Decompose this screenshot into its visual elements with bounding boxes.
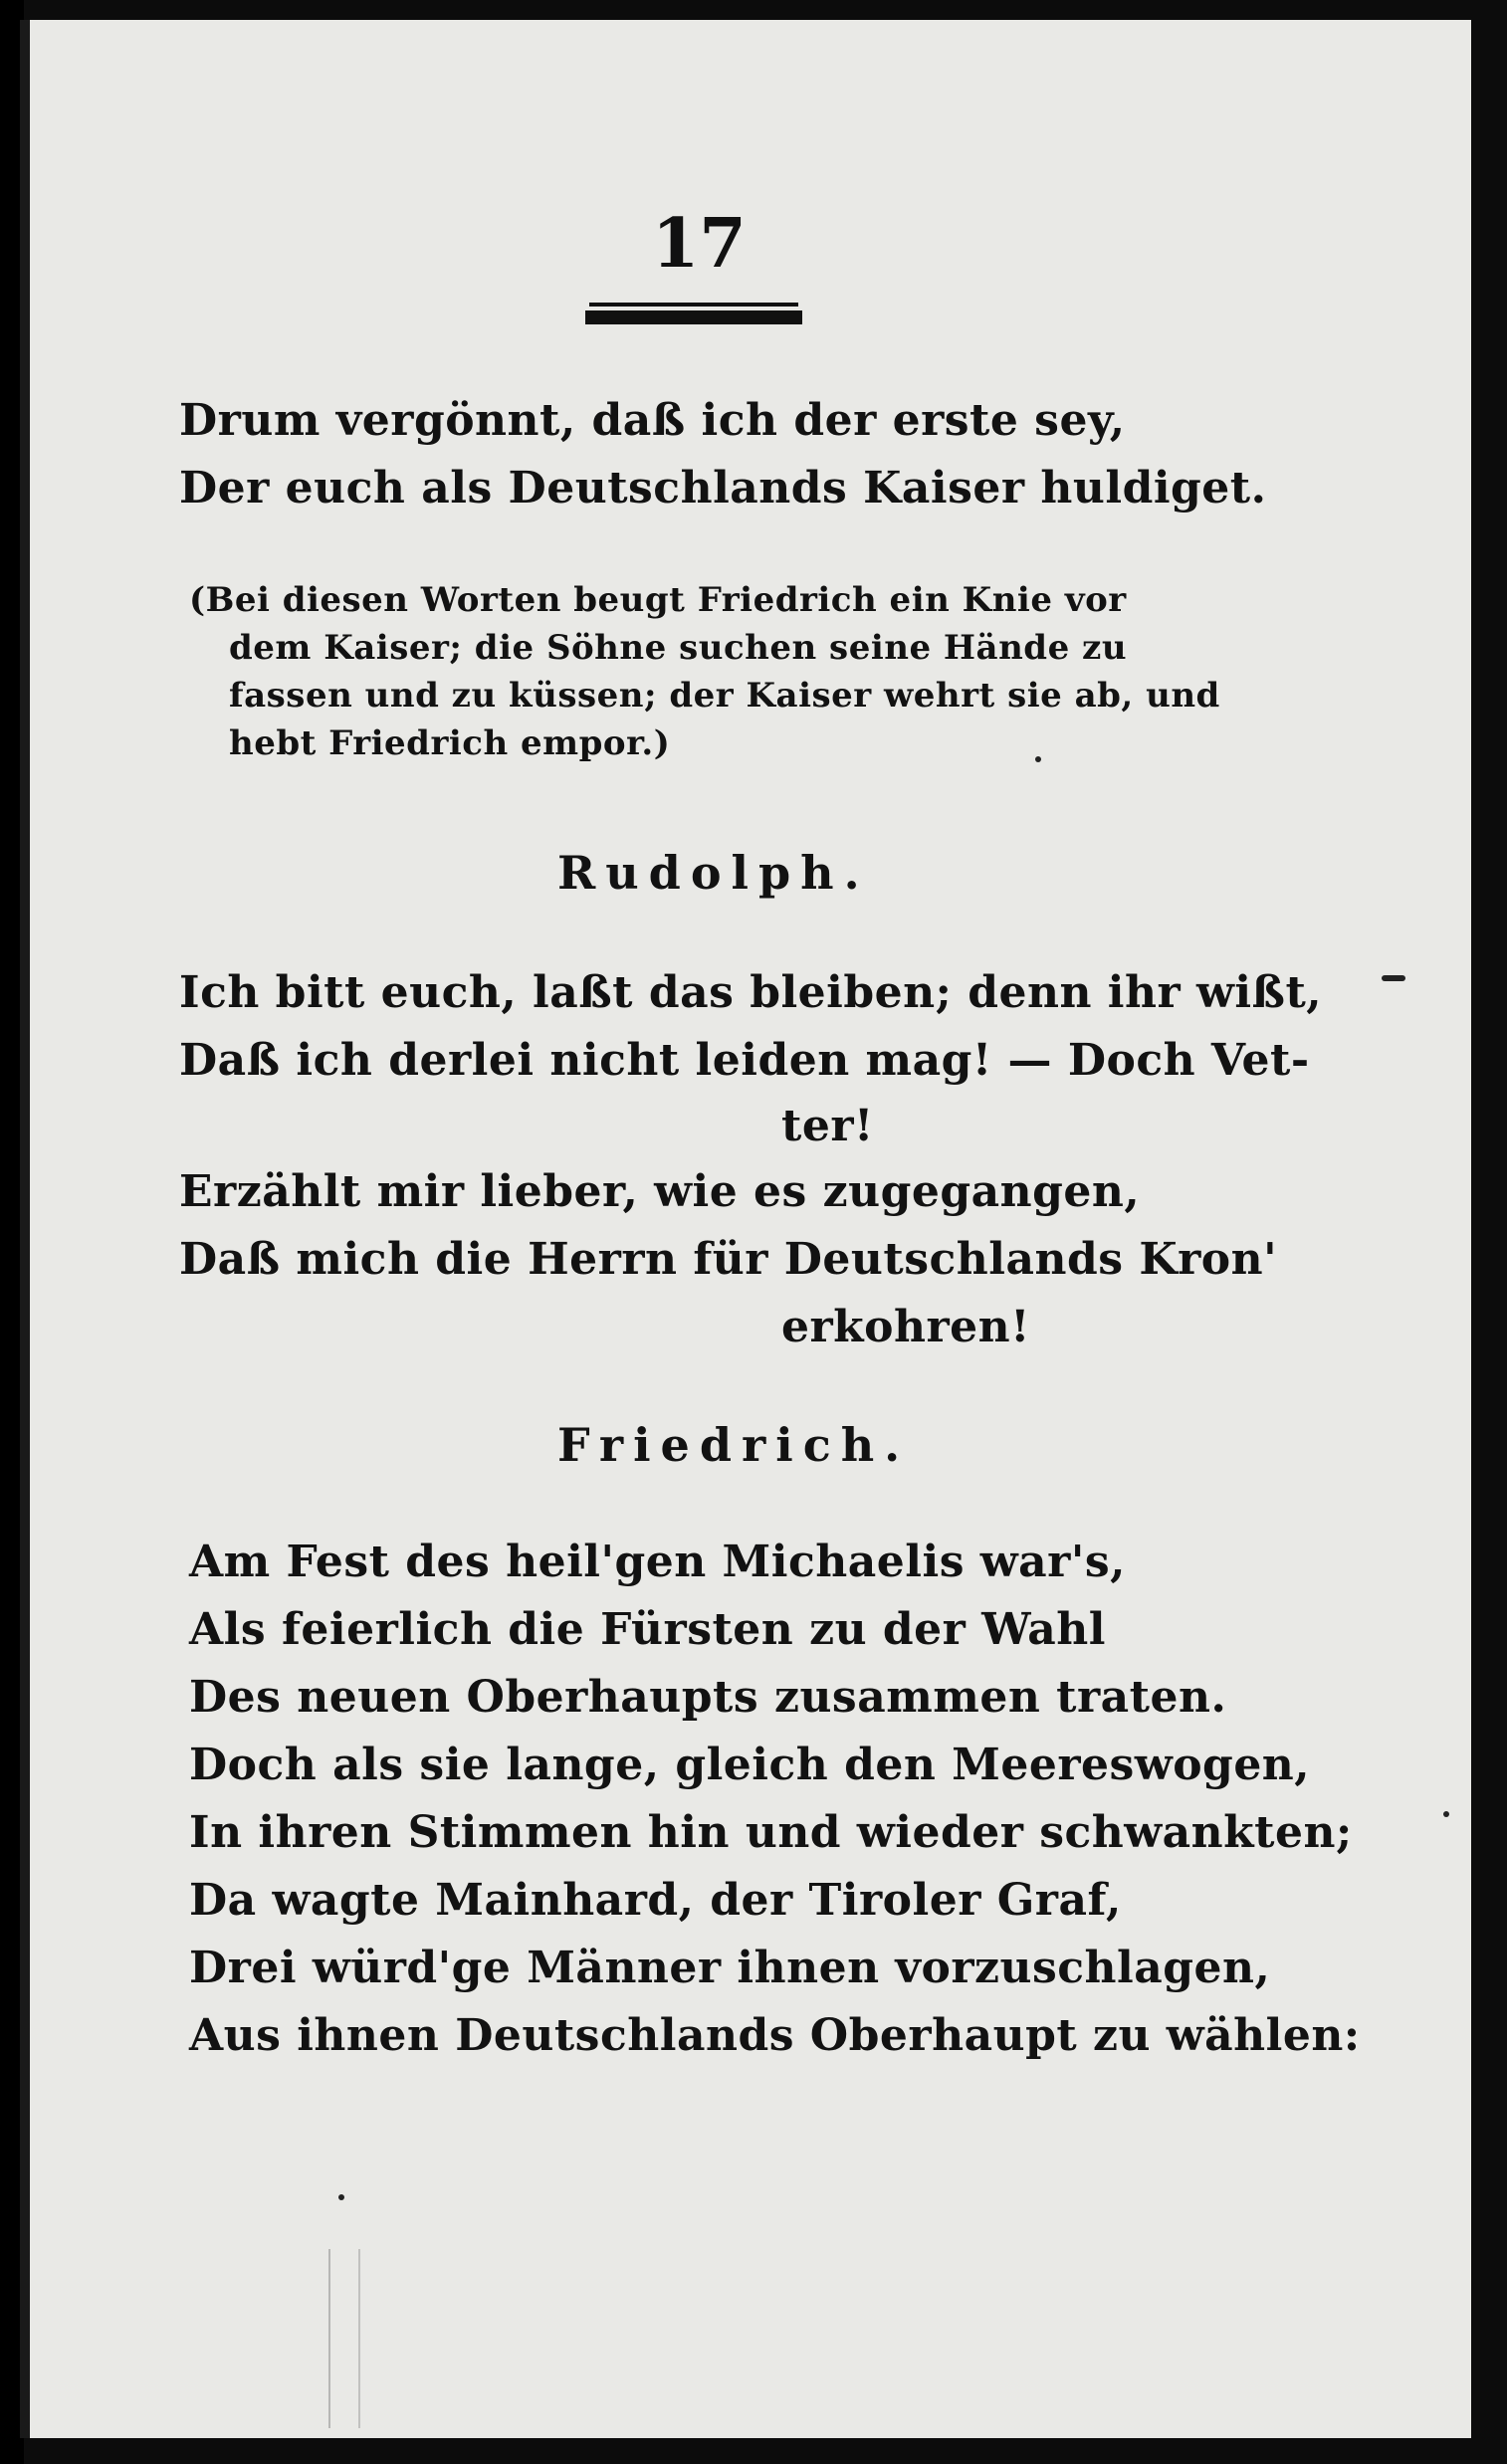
ink-speck: [338, 2194, 344, 2200]
verse-line-continuation: erkohren!: [781, 1302, 1030, 1352]
stage-direction-line: dem Kaiser; die Söhne suchen seine Hände zu: [229, 628, 1128, 668]
verse-line: Daß mich die Herrn für Deutschlands Kron': [179, 1234, 1278, 1285]
ink-speck: [1382, 975, 1405, 981]
verse-line: In ihren Stimmen hin und wieder schwankten;: [189, 1807, 1353, 1858]
verse-line: Doch als sie lange, gleich den Meereswogen,: [189, 1740, 1311, 1790]
page-number: 17: [652, 204, 747, 284]
page-sheet: [20, 20, 1471, 2438]
verse-line: Drum vergönnt, daß ich der erste sey,: [179, 395, 1126, 446]
verse-line: Daß ich derlei nicht leiden mag! — Doch Vet-: [179, 1035, 1310, 1086]
verse-line: Aus ihnen Deutschlands Oberhaupt zu wählen:: [189, 2010, 1361, 2061]
stage-direction-line: hebt Friedrich empor.): [229, 723, 671, 763]
stage-direction-line: (Bei diesen Worten beugt Friedrich ein Knie vor: [189, 580, 1127, 620]
verse-line: Drei würd'ge Männer ihnen vorzuschlagen,: [189, 1943, 1271, 1993]
verse-line: Der euch als Deutschlands Kaiser huldiget.: [179, 463, 1267, 513]
ink-speck: [1443, 1811, 1449, 1817]
verse-line-continuation: ter!: [781, 1101, 874, 1151]
scan-streak: [358, 2249, 360, 2428]
scan-streak: [328, 2249, 330, 2428]
speaker-name: Friedrich.: [557, 1418, 911, 1472]
speaker-name: Rudolph.: [557, 846, 870, 900]
verse-line: Da wagte Mainhard, der Tiroler Graf,: [189, 1875, 1122, 1926]
ink-speck: [1035, 756, 1041, 762]
header-rule: [585, 307, 802, 324]
verse-line: Ich bitt euch, laßt das bleiben; denn ihr wißt,: [179, 967, 1323, 1018]
verse-line: Am Fest des heil'gen Michaelis war's,: [189, 1537, 1126, 1587]
stage-direction-line: fassen und zu küssen; der Kaiser wehrt sie ab, und: [229, 676, 1220, 716]
verse-line: Erzählt mir lieber, wie es zugegangen,: [179, 1166, 1141, 1217]
verse-line: Als feierlich die Fürsten zu der Wahl: [189, 1604, 1106, 1655]
verse-line: Des neuen Oberhaupts zusammen traten.: [189, 1672, 1227, 1723]
